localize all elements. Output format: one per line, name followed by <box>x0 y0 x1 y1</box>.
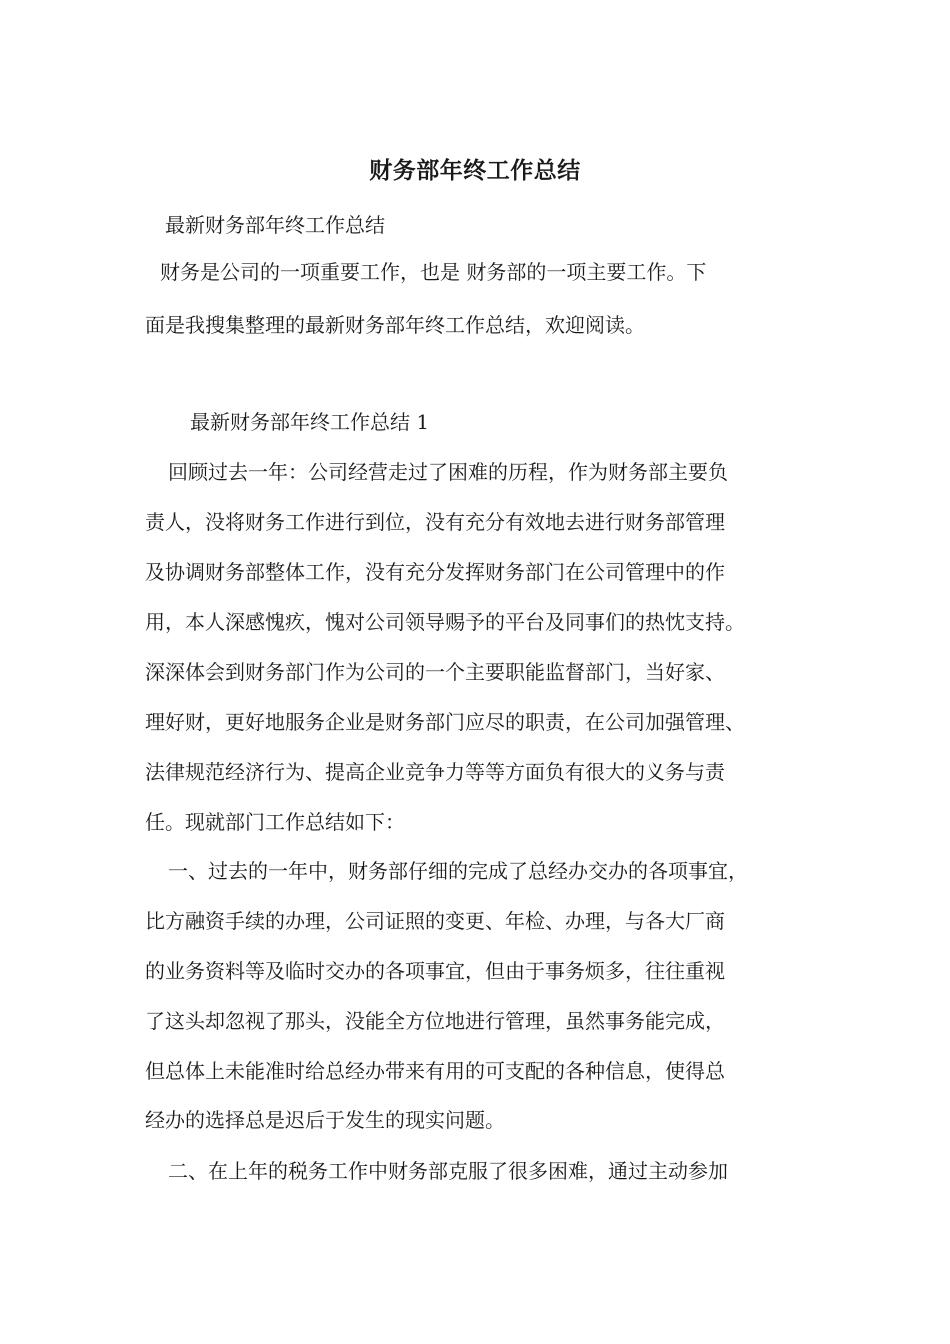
body-line-2: 责人，没将财务工作进行到位，没有充分有效地去进行财务部管理 <box>145 510 725 534</box>
body-line-9: 一、过去的一年中，财务部仔细的完成了总经办交办的各项事宜， <box>168 859 748 883</box>
body-line-14: 经办的选择总是迟后于发生的现实问题。 <box>145 1108 505 1132</box>
section-heading: 最新财务部年终工作总结 1 <box>190 410 430 434</box>
body-line-1: 回顾过去一年：公司经营走过了困难的历程，作为财务部主要负 <box>168 460 728 484</box>
body-line-5: 深深体会到财务部门作为公司的一个主要职能监督部门，当好家、 <box>145 660 725 684</box>
body-line-4: 用，本人深感愧疚，愧对公司领导赐予的平台及同事们的热忱支持。 <box>145 610 745 634</box>
body-line-3: 及协调财务部整体工作，没有充分发挥财务部门在公司管理中的作 <box>145 560 725 584</box>
document-title: 财务部年终工作总结 <box>369 157 581 184</box>
body-line-8: 任。现就部门工作总结如下： <box>145 810 405 834</box>
intro-line-1: 财务是公司的一项重要工作，也是 财务部的一项主要工作。下 <box>160 260 707 284</box>
body-line-11: 的业务资料等及临时交办的各项事宜，但由于事务烦多，往往重视 <box>145 959 725 983</box>
document-subtitle: 最新财务部年终工作总结 <box>165 213 385 237</box>
body-line-15: 二、在上年的税务工作中财务部克服了很多困难，通过主动参加 <box>168 1159 728 1183</box>
body-line-10: 比方融资手续的办理，公司证照的变更、年检、办理，与各大厂商 <box>145 909 725 933</box>
body-line-13: 但总体上未能准时给总经办带来有用的可支配的各种信息，使得总 <box>145 1059 725 1083</box>
intro-line-2: 面是我搜集整理的最新财务部年终工作总结，欢迎阅读。 <box>145 313 645 337</box>
body-line-6: 理好财，更好地服务企业是财务部门应尽的职责，在公司加强管理、 <box>145 710 745 734</box>
body-line-12: 了这头却忽视了那头，没能全方位地进行管理，虽然事务能完成， <box>145 1009 725 1033</box>
body-line-7: 法律规范经济行为、提高企业竞争力等等方面负有很大的义务与责 <box>145 760 725 784</box>
